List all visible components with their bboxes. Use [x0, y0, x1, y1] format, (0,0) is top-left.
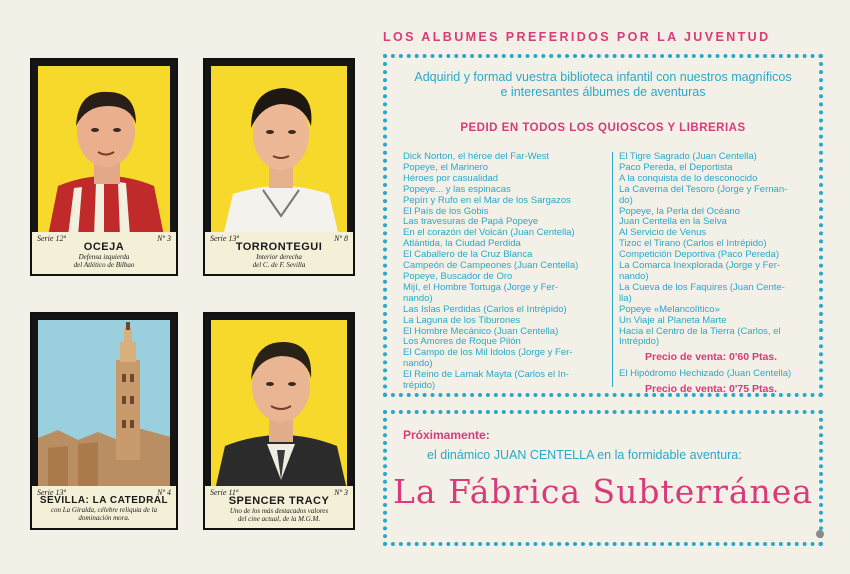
catalog-box — [383, 54, 823, 397]
title-list-item: Al Servicio de Venus — [619, 227, 707, 239]
card-caption — [205, 232, 353, 274]
cathedral-tower-icon — [38, 320, 170, 486]
actor-portrait-icon — [211, 320, 347, 486]
title-list-item: Campeón de Campeones (Juan Centella) — [403, 260, 579, 272]
title-list-item: Los Amores de Roque Pilón — [403, 336, 521, 348]
title-list-item: La Laguna de los Tiburones — [403, 314, 521, 326]
title-list-item: nando) — [403, 358, 433, 370]
title-list-item: Mijí, el Hombre Tortuga (Jorge y Fer- — [403, 281, 559, 293]
price-label: Precio de venta: 0'60 Ptas. — [645, 351, 778, 364]
card-description: Uno de los más destacados valores del cine actual, de la M.G.M. — [229, 507, 329, 523]
upcoming-text: el dinámico JUAN CENTELLA en la formidable aventura: — [427, 448, 742, 462]
card-name: TORRONTEGUI — [235, 241, 323, 253]
card-torrontegui — [203, 58, 355, 276]
page-dot — [816, 530, 824, 538]
title-list-item: Un Viaje al Planeta Marte — [619, 314, 727, 326]
title-list-item: Paco Pereda, el Deportista — [619, 161, 733, 173]
card-oceja — [30, 58, 178, 276]
title-list-item: do) — [619, 194, 633, 206]
title-list-item: Popeye, el Marinero — [403, 161, 489, 173]
title-list-item: Popeye «Melancolítico» — [619, 303, 720, 315]
card-serie: Serie 13ª — [210, 234, 239, 243]
card-spencer-tracy — [203, 312, 355, 530]
card-description: Interior derecha del C. de F. Sevilla — [252, 253, 306, 269]
title-list-item: Juan Centella en la Selva — [619, 216, 727, 228]
card-caption — [205, 486, 353, 528]
card-caption — [32, 232, 176, 274]
card-caption — [32, 486, 176, 528]
title-list-item: Héroes por casualidad — [403, 172, 499, 184]
title-list-item: Popeye, la Perla del Océano — [619, 205, 740, 217]
title-list-item: La Comarca Inexplorada (Jorge y Fer- — [619, 260, 781, 272]
title-list-item: A la conquista de lo desconocido — [619, 172, 758, 184]
card-sevilla-catedral — [30, 312, 178, 530]
title-list-item: La Caverna del Tesoro (Jorge y Fernan- — [619, 183, 788, 195]
title-list-item: La Cueva de los Faquires (Juan Cente- — [619, 281, 785, 293]
upcoming-label: Próximamente: — [403, 428, 490, 442]
title-list-item: trépido) — [403, 380, 436, 392]
title-list-item: nando) — [403, 292, 433, 304]
page-header: LOS ALBUMES PREFERIDOS POR LA JUVENTUD — [383, 30, 771, 44]
title-list-item: Dick Norton, el héroe del Far-West — [403, 151, 550, 162]
title-list-item: El Tigre Sagrado (Juan Centella) — [619, 151, 757, 162]
title-list-item: Hacia el Centro de la Tierra (Carlos, el — [619, 325, 781, 337]
title-list-item: En el corazón del Volcán (Juan Centella) — [403, 227, 575, 239]
card-portrait — [38, 66, 170, 232]
title-list-item: Intrépido) — [619, 336, 660, 348]
card-number: Nº 3 — [334, 488, 348, 497]
title-list-item: Popeye... y las espinacas — [403, 183, 511, 195]
title-list-left — [403, 151, 613, 392]
card-description: con La Giralda, célebre reliquia de la dominación mora. — [50, 506, 158, 522]
card-name: SPENCER TRACY — [228, 495, 330, 507]
intro-text: Adquirid y formad vuestra biblioteca infantil con nuestros magníficos e interesantes álbumes de aventuras — [414, 70, 792, 99]
title-list-item: Pepín y Rufo en el Mar de los Sargazos — [403, 194, 571, 206]
card-description: Defensa izquierda del Atlético de Bilbao — [73, 253, 135, 269]
card-serie: Serie 13ª — [37, 488, 66, 497]
card-picture — [38, 320, 170, 486]
upcoming-title: La Fábrica Subterránea — [393, 472, 813, 511]
card-portrait — [211, 66, 347, 232]
title-list-item: El Campo de los Mil Idolos (Jorge y Fer- — [403, 347, 573, 359]
title-list-item: El Hombre Mecánico (Juan Centella) — [403, 325, 559, 337]
title-list-item: Tizoc el Tirano (Carlos el Intrépido) — [619, 238, 767, 250]
upcoming-box — [383, 410, 823, 546]
title-list-item: Competición Deportiva (Paco Pereda) — [619, 249, 779, 261]
title-list-item: Las Islas Perdidas (Carlos el Intrépido) — [403, 303, 567, 315]
title-list-item: lla) — [619, 292, 632, 304]
title-list-item: nando) — [619, 270, 649, 282]
pedid-heading: PEDID EN TODOS LOS QUIOSCOS Y LIBRERIAS — [460, 122, 746, 134]
card-portrait — [211, 320, 347, 486]
card-name: OCEJA — [83, 241, 125, 253]
card-serie: Serie 12ª — [37, 234, 66, 243]
title-list-item: El Caballero de la Cruz Blanca — [403, 249, 533, 261]
card-number: Nº 8 — [334, 234, 348, 243]
footballer-portrait-icon — [211, 66, 347, 232]
title-list-right — [613, 152, 817, 401]
card-name: SEVILLA: LA CATEDRAL — [39, 495, 169, 506]
title-list-item: El Hipódromo Hechizado (Juan Centella) — [619, 368, 792, 380]
title-list-item: Las travesuras de Papá Popeye — [403, 216, 539, 228]
footballer-portrait-icon — [38, 66, 170, 232]
card-number: Nº 4 — [157, 488, 171, 497]
price-label: Precio de venta: 0'75 Ptas. — [645, 383, 778, 396]
card-serie: Serie 11ª — [210, 488, 239, 497]
title-list-item: Popeye, Buscador de Oro — [403, 270, 513, 282]
title-list-item: El Reino de Lamak Mayta (Carlos el In- — [403, 369, 569, 381]
title-list-item: El País de los Gobis — [403, 205, 489, 217]
card-number: Nº 3 — [157, 234, 171, 243]
title-list-item: Atlántida, la Ciudad Perdida — [403, 238, 521, 250]
